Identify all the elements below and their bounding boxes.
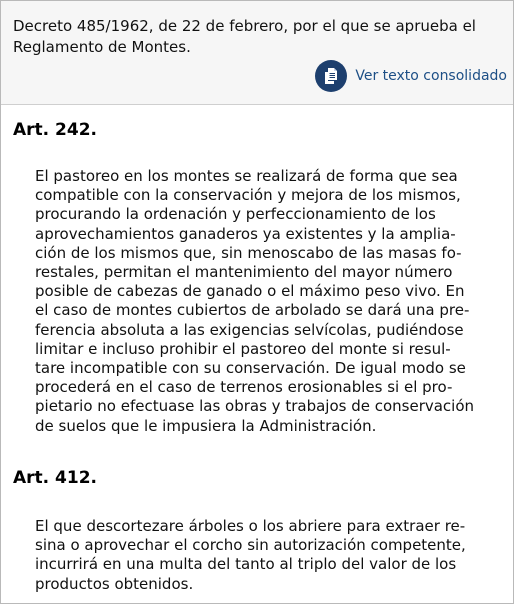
article-242-body — [35, 167, 503, 436]
document-header — [1, 1, 513, 105]
article-text-line: aprovechamientos ganaderos ya existentes y la amplia- — [35, 224, 456, 243]
article-text-line: ción de los mismos que, sin menoscabo de las masas fo- — [35, 243, 462, 262]
article-text-line: compatible con la conservación y mejora de los mismos, — [35, 186, 461, 205]
article-text-line: productos obtenidos. — [35, 574, 194, 593]
article-text-line: posible de cabezas de ganado o el máximo peso vivo. En — [35, 282, 465, 301]
article-text-line: restales, permitan el mantenimiento del mayor número — [35, 263, 453, 282]
article-text-line: incurrirá en una multa del tanto al triplo del valor de los — [35, 555, 457, 574]
article-text-line: el caso de montes cubiertos de arbolado se dará una pre- — [35, 301, 470, 320]
consolidated-text-link[interactable] — [315, 59, 507, 93]
document-title: Decreto 485/1962, de 22 de febrero, por el que se aprueba el Reglamento de Montes. — [13, 17, 476, 56]
article-text-line: limitar e incluso prohibir el pastoreo del monte si resul- — [35, 339, 451, 358]
article-412-body — [35, 517, 503, 594]
consolidated-text-label: Ver texto consolidado — [355, 68, 507, 84]
article-text-line: sina o aprovechar el corcho sin autorización competente, — [35, 536, 466, 555]
article-412-heading: Art. 412. — [13, 468, 97, 488]
article-text-line: El que descortezare árboles o los abriere para extraer re- — [35, 517, 466, 535]
article-text-line: procurando la ordenación y perfeccionamiento de los — [35, 205, 436, 224]
documents-icon — [315, 60, 347, 92]
article-text-line: de suelos que le impusiera la Administración. — [35, 416, 377, 435]
article-text-line: procederá en el caso de terrenos erosionables si el pro- — [35, 378, 453, 397]
article-242-heading: Art. 242. — [13, 120, 97, 140]
article-text-line: tare incompatible con su conservación. De igual modo se — [35, 359, 466, 378]
article-text-line: El pastoreo en los montes se realizará de forma que sea — [35, 167, 458, 185]
article-text-line: pietario no efectuase las obras y trabajos de conservación — [35, 397, 475, 416]
article-text-line: ferencia absoluta a las exigencias selvícolas, pudiéndose — [35, 320, 464, 339]
